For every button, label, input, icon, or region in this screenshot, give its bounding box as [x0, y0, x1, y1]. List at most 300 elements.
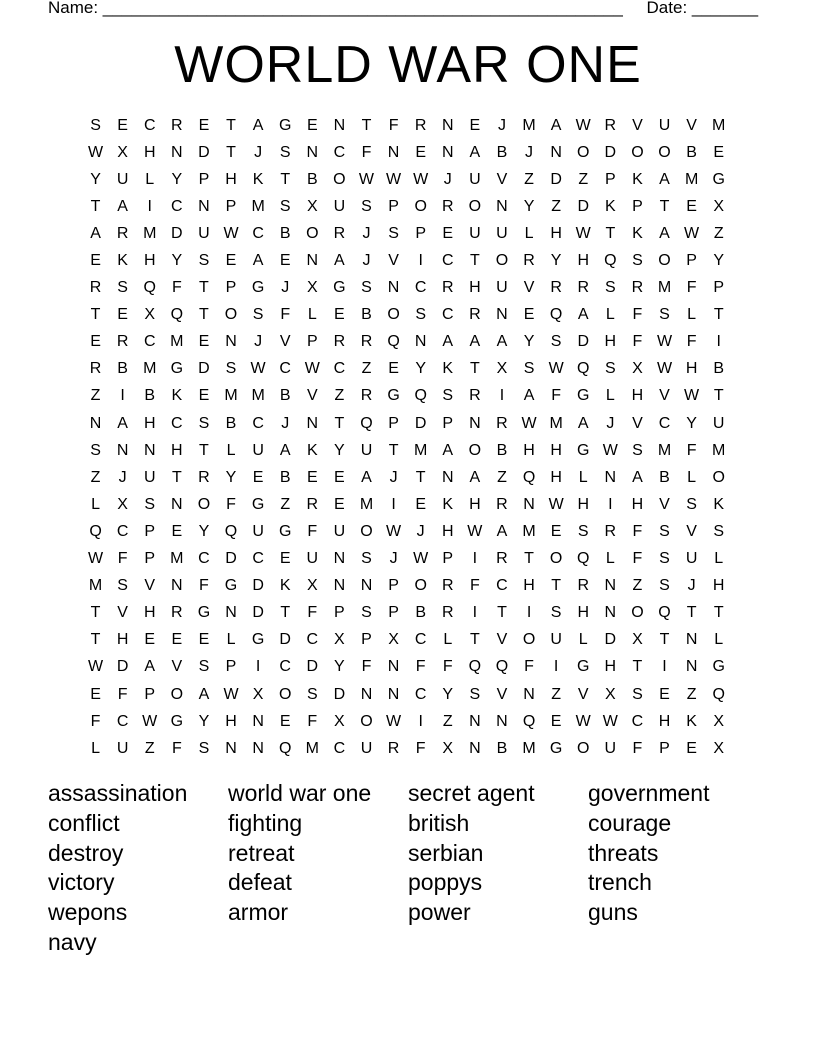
- grid-letter: U: [198, 224, 210, 242]
- grid-letter: K: [686, 712, 697, 730]
- grid-letter: U: [469, 170, 481, 188]
- grid-letter: G: [577, 441, 590, 459]
- grid-letter: O: [224, 306, 238, 324]
- grid-letter: G: [197, 604, 211, 622]
- word-list-item: trench: [588, 869, 652, 896]
- grid-letter: T: [226, 116, 236, 134]
- grid-letter: S: [198, 658, 210, 676]
- grid-letter: E: [225, 252, 237, 270]
- grid-letter: A: [469, 468, 481, 486]
- grid-letter: U: [333, 522, 346, 540]
- grid-letter: Y: [171, 252, 183, 270]
- grid-letter: D: [577, 197, 590, 215]
- grid-letter: P: [442, 550, 454, 568]
- grid-letter: N: [387, 658, 400, 676]
- grid-letter: G: [170, 360, 184, 378]
- grid-letter: D: [306, 658, 319, 676]
- grid-letter: E: [279, 712, 291, 730]
- grid-letter: T: [388, 441, 399, 459]
- word-list-item: british: [408, 809, 470, 836]
- grid-letter: G: [712, 170, 725, 188]
- grid-letter: Q: [577, 550, 590, 568]
- grid-letter: E: [198, 116, 210, 134]
- grid-letter: X: [713, 739, 725, 757]
- grid-letter: U: [252, 522, 264, 540]
- grid-letter: W: [602, 441, 618, 459]
- grid-letter: S: [279, 197, 291, 215]
- grid-letter: X: [306, 279, 318, 297]
- grid-letter: F: [171, 279, 182, 297]
- grid-letter: R: [469, 387, 481, 405]
- grid-letter: Q: [89, 522, 102, 540]
- grid-letter: W: [304, 360, 320, 378]
- grid-letter: J: [254, 143, 263, 161]
- grid-letter: B: [713, 360, 725, 378]
- grid-letter: T: [334, 414, 345, 432]
- grid-letter: C: [252, 414, 264, 432]
- grid-letter: R: [441, 197, 454, 215]
- grid-letter: R: [496, 495, 508, 513]
- grid-letter: E: [90, 333, 101, 351]
- grid-letter: O: [360, 712, 373, 730]
- grid-letter: K: [713, 495, 725, 513]
- grid-letter: U: [360, 739, 373, 757]
- grid-letter: L: [605, 306, 615, 324]
- grid-letter: N: [387, 279, 400, 297]
- grid-letter: B: [279, 387, 291, 405]
- grid-letter: Z: [90, 468, 101, 486]
- grid-letter: Y: [171, 170, 183, 188]
- grid-letter: E: [306, 468, 318, 486]
- grid-letter: Q: [414, 387, 427, 405]
- grid-letter: N: [604, 577, 617, 595]
- grid-letter: H: [469, 279, 481, 297]
- grid-letter: R: [523, 252, 535, 270]
- grid-letter: E: [550, 712, 562, 730]
- grid-letter: R: [414, 116, 427, 134]
- grid-letter: U: [252, 441, 264, 459]
- grid-letter: H: [631, 387, 644, 405]
- grid-letter: A: [252, 252, 264, 270]
- grid-letter: F: [307, 522, 318, 540]
- grid-letter: C: [279, 360, 291, 378]
- grid-letter: V: [659, 495, 670, 513]
- grid-letter: Z: [686, 685, 697, 703]
- grid-letter: H: [658, 712, 671, 730]
- grid-letter: U: [685, 550, 698, 568]
- grid-letter: H: [171, 441, 183, 459]
- grid-letter: L: [145, 170, 155, 188]
- word-list-item: fighting: [228, 809, 303, 836]
- grid-letter: P: [659, 739, 670, 757]
- word-list: [48, 779, 768, 958]
- grid-letter: D: [252, 604, 264, 622]
- grid-letter: U: [469, 224, 481, 242]
- grid-letter: B: [496, 739, 508, 757]
- grid-letter: F: [117, 550, 128, 568]
- grid-letter: I: [472, 604, 478, 622]
- grid-letter: N: [360, 685, 373, 703]
- grid-letter: P: [388, 414, 399, 432]
- grid-letter: U: [550, 631, 562, 649]
- grid-letter: Z: [551, 685, 562, 703]
- grid-letter: R: [577, 279, 590, 297]
- grid-letter: T: [90, 306, 101, 324]
- grid-letter: N: [523, 685, 535, 703]
- word-list-item: retreat: [228, 839, 295, 866]
- grid-letter: S: [388, 224, 399, 242]
- grid-letter: G: [712, 658, 725, 676]
- grid-letter: O: [577, 143, 590, 161]
- grid-letter: C: [171, 197, 183, 215]
- grid-letter: Z: [280, 495, 291, 513]
- grid-letter: S: [198, 739, 210, 757]
- grid-letter: V: [686, 116, 697, 134]
- grid-letter: N: [225, 739, 237, 757]
- grid-letter: A: [144, 658, 156, 676]
- grid-letter: P: [388, 197, 399, 215]
- grid-letter: Z: [90, 387, 101, 405]
- grid-letter: M: [549, 414, 563, 432]
- grid-letter: P: [442, 414, 454, 432]
- grid-letter: C: [333, 143, 346, 161]
- grid-letter: N: [387, 143, 400, 161]
- grid-letter: N: [225, 333, 237, 351]
- grid-letter: X: [306, 577, 318, 595]
- grid-letter: S: [659, 522, 670, 540]
- grid-letter: O: [414, 577, 427, 595]
- grid-letter: G: [549, 739, 563, 757]
- grid-letter: Q: [495, 658, 509, 676]
- grid-letter: S: [225, 360, 237, 378]
- grid-letter: M: [522, 522, 536, 540]
- grid-letter: Q: [549, 306, 563, 324]
- grid-letter: R: [198, 468, 210, 486]
- grid-letter: N: [306, 143, 319, 161]
- grid-letter: C: [414, 685, 427, 703]
- word-list-item: wepons: [48, 899, 128, 926]
- grid-letter: T: [686, 604, 697, 622]
- grid-letter: R: [360, 333, 373, 351]
- grid-letter: H: [469, 495, 481, 513]
- grid-letter: P: [388, 604, 399, 622]
- grid-letter: N: [414, 333, 427, 351]
- grid-letter: F: [361, 658, 372, 676]
- grid-letter: H: [577, 495, 590, 513]
- grid-letter: L: [714, 550, 724, 568]
- grid-letter: C: [414, 279, 427, 297]
- grid-letter: E: [171, 522, 183, 540]
- grid-letter: K: [442, 495, 454, 513]
- grid-letter: G: [387, 387, 400, 405]
- grid-letter: Q: [224, 522, 238, 540]
- grid-letter: G: [224, 577, 238, 595]
- grid-letter: Z: [442, 712, 453, 730]
- grid-letter: R: [360, 387, 373, 405]
- grid-letter: N: [306, 414, 319, 432]
- grid-letter: V: [577, 685, 589, 703]
- grid-letter: O: [170, 685, 184, 703]
- grid-letter: W: [467, 522, 483, 540]
- grid-letter: N: [469, 739, 481, 757]
- grid-letter: O: [658, 143, 671, 161]
- grid-letter: K: [117, 252, 128, 270]
- grid-letter: M: [522, 116, 536, 134]
- grid-letter: H: [523, 441, 535, 459]
- grid-letter: T: [199, 441, 209, 459]
- grid-letter: F: [632, 550, 643, 568]
- grid-letter: C: [252, 224, 264, 242]
- grid-letter: X: [334, 631, 345, 649]
- word-list-item: conflict: [48, 809, 120, 836]
- grid-letter: A: [659, 224, 670, 242]
- grid-letter: I: [716, 333, 721, 351]
- grid-letter: P: [225, 658, 237, 676]
- grid-letter: L: [578, 468, 588, 486]
- grid-letter: D: [414, 414, 427, 432]
- grid-letter: N: [441, 143, 454, 161]
- grid-letter: M: [684, 170, 699, 188]
- grid-letter: P: [415, 224, 426, 242]
- word-list-item: serbian: [408, 839, 484, 866]
- grid-letter: C: [143, 116, 156, 134]
- grid-letter: F: [415, 658, 426, 676]
- grid-letter: A: [117, 197, 128, 215]
- grid-letter: N: [685, 631, 698, 649]
- grid-letter: P: [361, 631, 372, 649]
- grid-letter: L: [605, 387, 615, 405]
- grid-letter: I: [255, 658, 261, 676]
- grid-letter: B: [659, 468, 670, 486]
- grid-letter: J: [281, 414, 290, 432]
- word-list-item: navy: [48, 928, 97, 955]
- grid-letter: Q: [278, 739, 292, 757]
- grid-letter: T: [524, 550, 534, 568]
- grid-letter: B: [144, 387, 156, 405]
- grid-letter: E: [117, 306, 128, 324]
- grid-letter: Y: [550, 252, 562, 270]
- word-list-item: armor: [228, 899, 289, 926]
- page-title: WORLD WAR ONE: [174, 36, 642, 94]
- grid-letter: T: [280, 170, 291, 188]
- grid-letter: S: [361, 604, 372, 622]
- grid-letter: S: [252, 306, 264, 324]
- grid-letter: C: [333, 360, 346, 378]
- grid-letter: I: [472, 550, 478, 568]
- grid-letter: P: [604, 170, 616, 188]
- grid-letter: J: [525, 143, 534, 161]
- grid-letter: P: [225, 279, 237, 297]
- grid-letter: C: [658, 414, 671, 432]
- grid-letter: A: [442, 441, 454, 459]
- grid-letter: F: [117, 685, 128, 703]
- grid-letter: W: [87, 550, 104, 568]
- grid-letter: P: [713, 279, 725, 297]
- grid-letter: V: [496, 631, 508, 649]
- grid-letter: I: [499, 387, 505, 405]
- grid-letter: T: [361, 116, 372, 134]
- word-list-item: courage: [588, 809, 672, 836]
- grid-letter: V: [496, 685, 508, 703]
- grid-letter: F: [686, 441, 697, 459]
- grid-letter: C: [306, 631, 319, 649]
- grid-letter: J: [118, 468, 127, 486]
- grid-letter: R: [496, 550, 508, 568]
- grid-letter: E: [198, 333, 210, 351]
- grid-letter: R: [550, 279, 562, 297]
- grid-letter: O: [333, 170, 346, 188]
- word-list-item: world war one: [228, 780, 372, 806]
- grid-letter: T: [713, 387, 724, 405]
- grid-letter: N: [333, 577, 346, 595]
- grid-letter: T: [605, 224, 616, 242]
- grid-letter: F: [632, 739, 643, 757]
- grid-letter: S: [361, 279, 372, 297]
- grid-letter: Z: [497, 468, 507, 486]
- grid-letter: Y: [90, 170, 101, 188]
- grid-letter: E: [252, 468, 264, 486]
- grid-letter: O: [522, 631, 536, 649]
- grid-letter: F: [361, 143, 372, 161]
- grid-letter: R: [469, 306, 481, 324]
- grid-letter: D: [225, 550, 237, 568]
- grid-letter: W: [656, 360, 673, 378]
- grid-letter: S: [659, 550, 670, 568]
- grid-letter: I: [147, 197, 152, 215]
- grid-letter: D: [198, 143, 210, 161]
- grid-letter: O: [658, 252, 671, 270]
- grid-letter: P: [144, 522, 156, 540]
- grid-letter: L: [91, 739, 100, 757]
- grid-letter: N: [496, 712, 508, 730]
- grid-letter: R: [441, 577, 454, 595]
- grid-letter: D: [198, 360, 210, 378]
- grid-letter: M: [414, 441, 428, 459]
- grid-letter: R: [306, 495, 319, 513]
- grid-letter: A: [279, 441, 291, 459]
- grid-letter: H: [550, 468, 562, 486]
- grid-letter: V: [171, 658, 183, 676]
- grid-letter: C: [414, 631, 427, 649]
- grid-letter: S: [306, 685, 318, 703]
- grid-letter: S: [686, 495, 697, 513]
- grid-letter: Z: [632, 577, 643, 595]
- grid-letter: A: [252, 116, 264, 134]
- grid-letter: N: [685, 658, 698, 676]
- grid-letter: G: [577, 658, 590, 676]
- grid-letter: F: [469, 577, 480, 595]
- grid-letter: S: [415, 306, 426, 324]
- grid-letter: Q: [360, 414, 373, 432]
- grid-letter: A: [469, 333, 481, 351]
- grid-letter: L: [687, 468, 697, 486]
- grid-letter: N: [387, 685, 400, 703]
- grid-letter: E: [686, 739, 697, 757]
- name-field-label: Name: _______________________________________________________: [48, 0, 623, 17]
- grid-letter: G: [278, 116, 292, 134]
- grid-letter: V: [659, 387, 670, 405]
- grid-letter: Z: [578, 170, 589, 188]
- grid-letter: N: [252, 712, 264, 730]
- grid-letter: S: [632, 252, 643, 270]
- grid-letter: M: [170, 333, 184, 351]
- grid-letter: S: [632, 441, 643, 459]
- grid-letter: E: [415, 495, 426, 513]
- grid-letter: K: [632, 224, 643, 242]
- grid-letter: H: [685, 360, 698, 378]
- grid-letter: F: [415, 739, 426, 757]
- grid-letter: U: [116, 170, 129, 188]
- grid-letter: R: [171, 604, 183, 622]
- grid-letter: M: [251, 387, 265, 405]
- grid-letter: O: [577, 739, 590, 757]
- grid-letter: R: [116, 224, 129, 242]
- grid-letter: E: [415, 143, 426, 161]
- grid-letter: H: [116, 631, 129, 649]
- grid-letter: N: [496, 306, 508, 324]
- grid-letter: M: [88, 577, 103, 595]
- grid-letter: X: [117, 143, 128, 161]
- grid-letter: N: [171, 577, 183, 595]
- grid-letter: J: [687, 577, 696, 595]
- grid-letter: M: [251, 197, 265, 215]
- grid-letter: W: [656, 333, 673, 351]
- grid-letter: Q: [170, 306, 184, 324]
- grid-letter: T: [469, 360, 480, 378]
- grid-letter: I: [120, 387, 125, 405]
- grid-letter: W: [358, 170, 375, 188]
- grid-letter: Y: [198, 712, 210, 730]
- grid-letter: F: [199, 577, 209, 595]
- grid-letter: T: [226, 143, 236, 161]
- grid-letter: Y: [334, 658, 345, 676]
- grid-letter: T: [90, 604, 101, 622]
- grid-letter: W: [87, 658, 104, 676]
- grid-letter: N: [496, 197, 508, 215]
- grid-letter: W: [87, 143, 104, 161]
- grid-letter: S: [713, 522, 725, 540]
- word-list-item: power: [408, 899, 471, 926]
- grid-letter: I: [526, 604, 532, 622]
- grid-letter: S: [279, 143, 291, 161]
- grid-letter: M: [305, 739, 319, 757]
- grid-letter: R: [171, 116, 183, 134]
- word-list-item: guns: [588, 899, 638, 926]
- grid-letter: M: [143, 360, 157, 378]
- grid-letter: J: [362, 224, 371, 242]
- grid-letter: O: [468, 197, 482, 215]
- grid-letter: R: [387, 739, 400, 757]
- grid-letter: I: [553, 658, 559, 676]
- grid-letter: S: [469, 685, 481, 703]
- grid-letter: H: [550, 441, 562, 459]
- grid-letter: S: [604, 360, 616, 378]
- grid-letter: A: [117, 414, 128, 432]
- grid-letter: S: [550, 604, 562, 622]
- grid-letter: R: [604, 116, 617, 134]
- grid-letter: W: [413, 170, 429, 188]
- grid-letter: E: [713, 143, 725, 161]
- grid-letter: O: [631, 143, 644, 161]
- grid-letter: V: [117, 604, 128, 622]
- grid-letter: A: [334, 252, 345, 270]
- grid-letter: Q: [522, 468, 536, 486]
- grid-letter: I: [662, 658, 667, 676]
- grid-letter: D: [604, 631, 617, 649]
- word-list-item: poppys: [408, 869, 483, 896]
- grid-letter: A: [632, 468, 643, 486]
- grid-letter: E: [686, 197, 697, 215]
